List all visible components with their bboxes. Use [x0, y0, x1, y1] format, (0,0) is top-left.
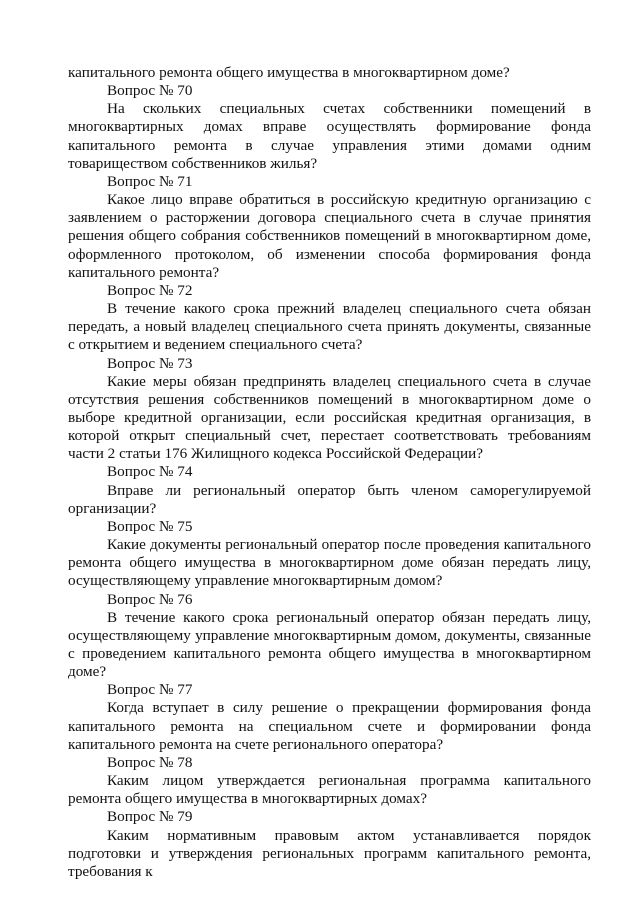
question-heading: Вопрос № 73 — [107, 354, 193, 372]
question-block — [68, 355, 591, 464]
question-block — [68, 173, 591, 282]
question-text: Какие меры обязан предпринять владелец специального счета в случае отсутствия решения собственников помещений в многоквартирном доме о выборе кредитной организации, если российская кредитная организация, в которой открыт специальный счет, перестает соответствовать требованиям части 2 статьи 176 Жилищного кодекса Российской Федерации? — [68, 372, 591, 463]
question-text: Вправе ли региональный оператор быть членом саморегулируемой организации? — [68, 481, 591, 517]
question-block — [68, 591, 591, 682]
question-block — [68, 754, 591, 808]
question-text: Какое лицо вправе обратиться в российскую кредитную организацию с заявлением о расторжении договора специального счета в случае принятия решения общего собрания собственников помещений в многоквартирном доме, оформленного протоколом, об изменении способа формирования фонда капитального ремонта? — [68, 191, 591, 281]
question-block — [68, 82, 591, 173]
question-text: Каким лицом утверждается региональная программа капитального ремонта общего имущества в многоквартирных домах? — [68, 772, 591, 808]
question-heading: Вопрос № 76 — [107, 590, 193, 608]
question-block — [68, 808, 591, 881]
question-heading: Вопрос № 74 — [107, 463, 193, 481]
question-block — [68, 518, 591, 591]
question-block — [68, 681, 591, 754]
document-page — [68, 64, 591, 881]
question-text: В течение какого срока прежний владелец специального счета обязан передать, а новый владелец специального счета принять документы, связанные с открытием и ведением специального счета? — [68, 300, 591, 354]
question-text: В течение какого срока региональный оператор обязан передать лицу, осуществляющему управление многоквартирным домом, документы, связанные с проведением капитального ремонта общего имущества в многоквартирном доме? — [68, 608, 591, 681]
question-heading: Вопрос № 70 — [107, 82, 193, 100]
continued-question-text: капитального ремонта общего имущества в многоквартирном доме? — [68, 64, 510, 81]
question-heading: Вопрос № 78 — [107, 753, 193, 771]
question-heading: Вопрос № 79 — [107, 808, 193, 826]
question-heading: Вопрос № 72 — [107, 281, 193, 299]
question-text: На скольких специальных счетах собственники помещений в многоквартирных домах вправе осуществлять формирование фонда капитального ремонта в случае управления этими домами одним товариществом собственников жилья? — [68, 100, 591, 172]
question-heading: Вопрос № 71 — [107, 172, 193, 190]
question-heading: Вопрос № 75 — [107, 517, 193, 535]
question-text: Какие документы региональный оператор после проведения капитального ремонта общего имущества в многоквартирном доме обязан передать лицу, осуществляющему управление многоквартирным домом? — [68, 536, 591, 590]
question-block — [68, 282, 591, 355]
question-text: Когда вступает в силу решение о прекращении формирования фонда капитального ремонта на специальном счете и формировании фонда капитального ремонта на счете регионального оператора? — [68, 699, 591, 753]
question-heading: Вопрос № 77 — [107, 681, 193, 699]
question-block — [68, 463, 591, 517]
question-text: Каким нормативным правовым актом устанавливается порядок подготовки и утверждения региональных программ капитального ремонта, требования к — [68, 826, 591, 880]
